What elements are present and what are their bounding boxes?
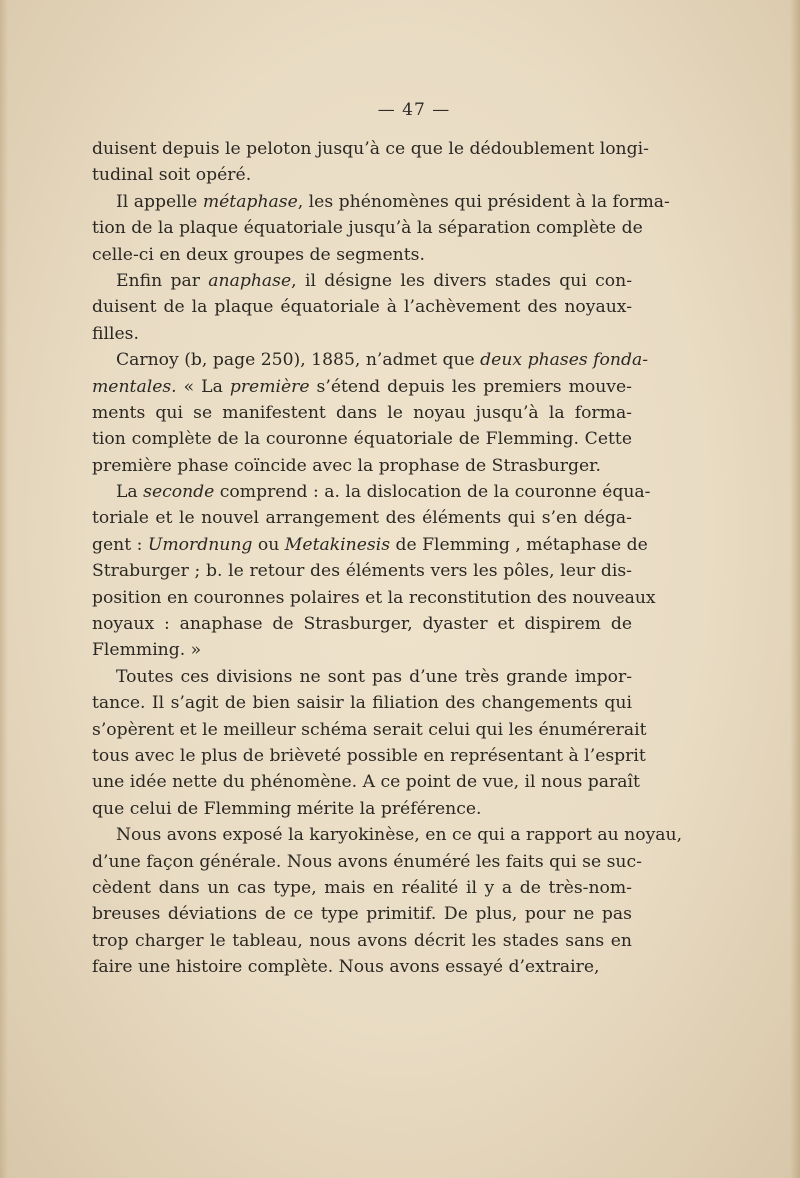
text-line bbox=[92, 505, 632, 531]
text-segment: Flemming. » bbox=[92, 640, 202, 661]
text-line bbox=[92, 321, 632, 347]
text-segment: comprend : a. la dislocation de la couronne équa- bbox=[214, 482, 651, 503]
text-line bbox=[92, 294, 632, 320]
text-line bbox=[92, 162, 632, 188]
text-segment: tudinal soit opéré. bbox=[92, 165, 252, 186]
text-line bbox=[92, 268, 632, 294]
italic-text-segment: mentales. bbox=[92, 376, 177, 397]
text-segment: duisent depuis le peloton jusqu’à ce que le dédoublement longi- bbox=[92, 139, 649, 159]
text-line bbox=[92, 558, 632, 584]
text-line bbox=[92, 743, 646, 769]
text-line bbox=[92, 954, 632, 980]
text-segment: ou bbox=[252, 534, 285, 555]
text-segment: Il appelle bbox=[116, 191, 203, 212]
italic-text-segment: Umordnung bbox=[147, 534, 253, 555]
text-line bbox=[92, 611, 632, 637]
page-left-edge-shadow bbox=[0, 0, 8, 1178]
italic-text-segment: anaphase bbox=[208, 270, 292, 291]
text-segment: tance. Il s’agit de bien saisir la filiation des changements qui bbox=[92, 693, 632, 714]
text-line bbox=[92, 717, 647, 743]
text-segment: Enfin par bbox=[116, 270, 209, 291]
text-segment: Nous avons exposé la karyokinèse, en ce qui a rapport au noyau, bbox=[116, 825, 683, 846]
text-segment: gent : bbox=[92, 534, 148, 555]
italic-text-segment: deux phases fonda- bbox=[480, 350, 649, 371]
text-line bbox=[92, 585, 656, 611]
text-segment: de Flemming , métaphase de bbox=[390, 534, 648, 555]
text-segment: ments qui se manifestent dans le noyau jusqu’à la forma- bbox=[92, 402, 632, 423]
text-line bbox=[92, 453, 632, 479]
text-segment: La bbox=[116, 482, 144, 503]
text-segment: toriale et le nouvel arrangement des éléments qui s’en déga- bbox=[92, 508, 632, 529]
text-segment: première phase coïncide avec la prophase de Strasburger. bbox=[92, 455, 601, 476]
text-segment: tion complète de la couronne équatoriale de Flemming. Cette bbox=[92, 429, 632, 450]
text-line bbox=[92, 479, 651, 505]
text-line bbox=[92, 690, 632, 716]
text-segment: breuses déviations de ce type primitif. De plus, pour ne pas bbox=[92, 904, 632, 925]
text-line bbox=[92, 928, 632, 954]
text-segment: « La bbox=[176, 376, 230, 397]
text-segment: tion de la plaque équatoriale jusqu’à la séparation complète de bbox=[92, 218, 643, 239]
text-line bbox=[92, 374, 632, 400]
text-segment: trop charger le tableau, nous avons décrit les stades sans en bbox=[92, 930, 632, 951]
text-line bbox=[92, 875, 632, 901]
text-segment: une idée nette du phénomène. A ce point de vue, il nous paraît bbox=[92, 772, 640, 793]
text-line bbox=[92, 189, 670, 215]
text-segment: Straburger ; b. le retour des éléments vers les pôles, leur dis- bbox=[92, 561, 632, 582]
text-line bbox=[92, 637, 632, 663]
text-line bbox=[92, 242, 632, 268]
text-line bbox=[92, 136, 649, 162]
italic-text-segment: métaphase bbox=[202, 191, 298, 212]
text-segment: duisent de la plaque équatoriale à l’achèvement des noyaux- bbox=[92, 297, 632, 318]
text-line bbox=[92, 347, 649, 373]
text-segment: celle-ci en deux groupes de segments. bbox=[92, 244, 425, 265]
text-segment: s’étend depuis les premiers mouve- bbox=[309, 376, 632, 397]
text-segment: filles. bbox=[92, 323, 139, 344]
text-line bbox=[92, 849, 642, 875]
text-segment: Carnoy (b, page 250), 1885, n’admet que bbox=[116, 350, 481, 371]
italic-text-segment: seconde bbox=[143, 482, 215, 503]
italic-text-segment: Metakinesis bbox=[284, 534, 391, 555]
text-line bbox=[92, 901, 632, 927]
text-segment: d’une façon générale. Nous avons énuméré les faits qui se suc- bbox=[92, 851, 642, 872]
page-number: — 47 — bbox=[377, 100, 451, 120]
text-segment: tous avec le plus de brièveté possible en représentant à l’esprit bbox=[92, 745, 646, 766]
text-segment: s’opèrent et le meilleur schéma serait celui qui les énumérerait bbox=[92, 719, 647, 740]
text-line bbox=[92, 532, 648, 558]
text-segment: position en couronnes polaires et la reconstitution des nouveaux bbox=[92, 587, 656, 608]
text-line bbox=[92, 426, 632, 452]
text-line bbox=[92, 215, 643, 241]
text-line bbox=[92, 664, 632, 690]
text-line bbox=[92, 822, 683, 848]
text-line bbox=[92, 400, 632, 426]
italic-text-segment: première bbox=[229, 376, 310, 397]
page-right-edge-shadow bbox=[790, 0, 800, 1178]
text-segment: que celui de Flemming mérite la préférence. bbox=[92, 798, 482, 819]
text-segment: Toutes ces divisions ne sont pas d’une très grande impor- bbox=[116, 666, 632, 687]
text-line bbox=[92, 769, 640, 795]
text-segment: cèdent dans un cas type, mais en réalité il y a de très-nom- bbox=[92, 877, 632, 898]
text-segment: , les phénomènes qui président à la forma- bbox=[297, 191, 670, 212]
text-segment: noyaux : anaphase de Strasburger, dyaster et dispirem de bbox=[92, 614, 632, 635]
text-segment: , il désigne les divers stades qui con- bbox=[291, 270, 633, 291]
body-text bbox=[92, 136, 683, 981]
text-segment: faire une histoire complète. Nous avons essayé d’extraire, bbox=[92, 957, 600, 978]
text-line bbox=[92, 796, 632, 822]
